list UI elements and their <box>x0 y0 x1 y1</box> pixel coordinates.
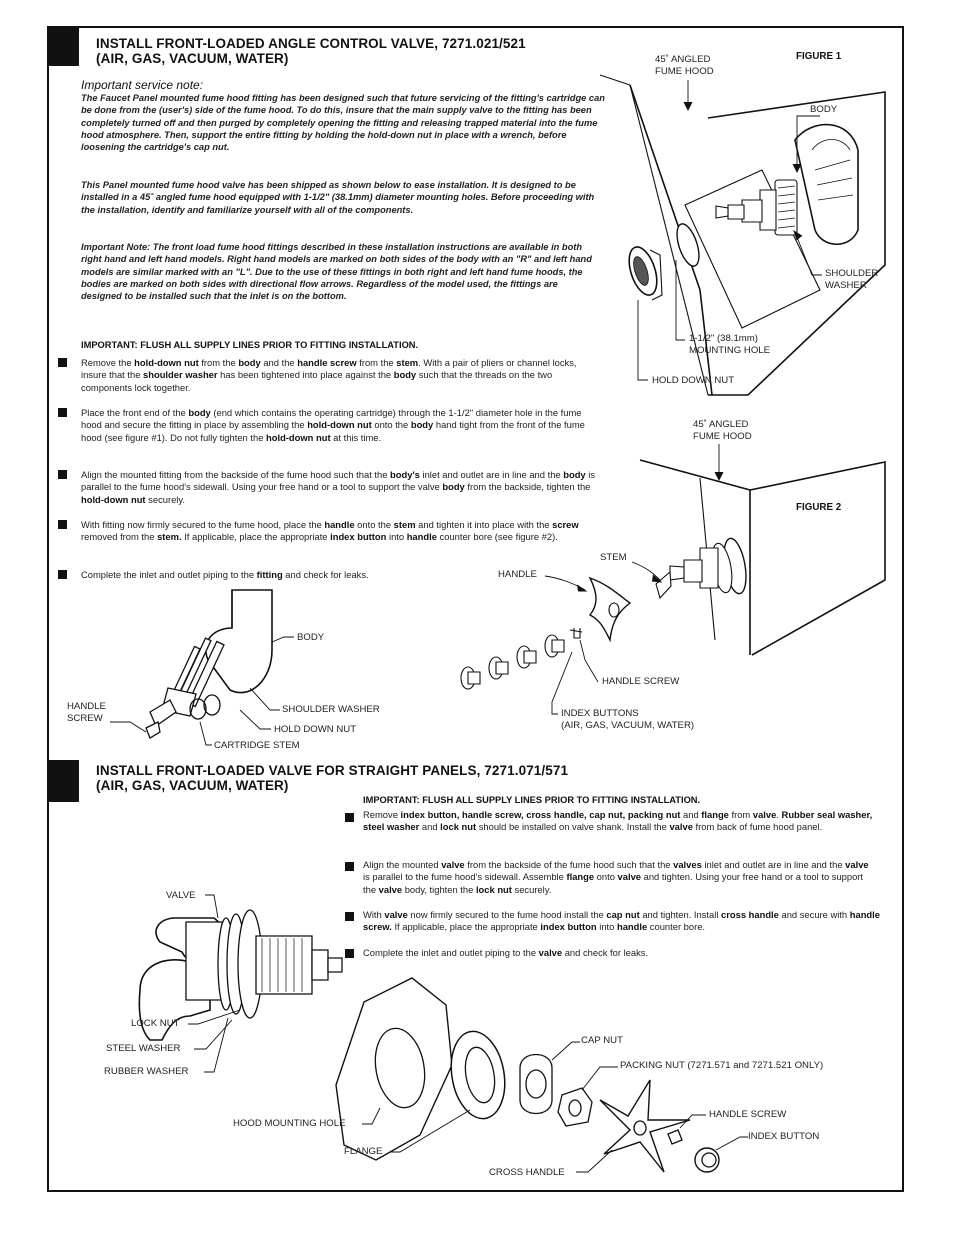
step-keyword: valve <box>538 947 563 958</box>
step-bullet <box>345 862 354 871</box>
figure2-tag: FIGURE 2 <box>796 502 842 513</box>
step-keyword: valve <box>441 859 465 870</box>
step-keyword: hold-down nut <box>307 419 372 431</box>
step-text: Place the front end of the <box>81 407 189 418</box>
step-text: counter bore (see figure #2). <box>436 531 558 543</box>
step-keyword: handle <box>324 519 355 530</box>
step-keyword: lock nut <box>475 883 512 895</box>
section2-step-3 <box>363 909 895 934</box>
step-text: counter bore. <box>647 921 706 933</box>
step-keyword: body's <box>390 469 420 480</box>
step-keyword: handle <box>406 531 437 543</box>
step-text: With fitting now firmly secured to the fume hood, place the <box>81 519 325 530</box>
step-text: inlet and outlet are in line and the <box>419 469 564 480</box>
step-keyword: index button <box>540 921 597 933</box>
step-keyword: body <box>442 481 465 493</box>
fig1-hold-down-nut-label: HOLD DOWN NUT <box>652 375 735 386</box>
section1-flush-warning: IMPORTANT: FLUSH ALL SUPPLY LINES PRIOR TO FITTING INSTALLATION. <box>81 340 419 350</box>
step-keyword: stem <box>393 519 416 530</box>
step-keyword: shoulder washer <box>143 369 218 381</box>
section2-step-4 <box>363 947 883 959</box>
step-text: securely. <box>145 493 185 505</box>
step-bullet <box>345 912 354 921</box>
step-keyword: valves <box>673 859 702 870</box>
step-text: Complete the inlet and outlet piping to the <box>363 947 539 958</box>
step-keyword: handle <box>616 921 648 933</box>
fig3-body-label: BODY <box>297 632 325 643</box>
step-text: from the backside, tighten the <box>464 481 591 493</box>
section1-title-line2: (AIR, GAS, VACUUM, WATER) <box>96 51 289 66</box>
step-text: from the backside of the fume hood such that the <box>464 859 674 870</box>
step-text: from the <box>356 357 397 368</box>
step-keyword: flange <box>566 871 595 883</box>
step-text: from <box>728 809 753 820</box>
step-text: and check for leaks. <box>282 569 369 580</box>
step-keyword: valve <box>669 821 693 833</box>
step-keyword: stem. <box>157 531 182 543</box>
step-text: . With a pair of pliers or channel locks, insure that the <box>81 357 577 381</box>
step-keyword: cap nut <box>606 909 640 920</box>
step-text: (end which contains the operating cartridge) through the 1-1/2" diameter hole in the fume hood and secure the fitting in place by assembling the <box>81 407 582 431</box>
step-text: Remove <box>363 809 401 820</box>
step-text: With <box>363 909 385 920</box>
step-text: into <box>386 531 407 543</box>
fig1-hood-label: 45˚ ANGLED FUME HOOD <box>655 54 714 77</box>
step-text: at this time. <box>330 431 382 443</box>
fig4-hood-mounting-hole-label: HOOD MOUNTING HOLE <box>233 1118 346 1129</box>
step-text: and <box>419 821 441 833</box>
step-text: body, tighten the <box>402 883 476 895</box>
step-text: into <box>596 921 617 933</box>
fig1-mounting-hole-label: 1-1/2" (38.1mm) MOUNTING HOLE <box>689 333 771 356</box>
step-text: inlet and outlet are in line and the <box>701 859 846 870</box>
service-note-para2: This Panel mounted fume hood valve has been shipped as shown below to ease installation. It is designed to be installed in a 45˚ angled fume hood equipped with 1-1/2" (38.1mm) diameter mounting holes. Before proceeding with the installation, identify and familiarize yourself with all of the components. <box>81 180 595 215</box>
step-keyword: flange <box>701 809 729 820</box>
step-keyword: lock nut <box>440 821 477 833</box>
step-keyword: body <box>393 369 417 381</box>
fig1-body-label: BODY <box>810 104 838 115</box>
section2-title <box>96 763 568 793</box>
step-text: Complete the inlet and outlet piping to the <box>81 569 257 580</box>
fig4-cap-nut-label: CAP NUT <box>581 1035 623 1046</box>
step-keyword: hold-down nut <box>266 431 331 443</box>
step-bullet <box>345 813 354 822</box>
section1-title-line1: INSTALL FRONT-LOADED ANGLE CONTROL VALVE, 7271.021/521 <box>96 36 526 51</box>
step-text: hand tight from the front of the fume hood (see figure #1). Do not fully tighten the <box>81 419 585 443</box>
fig2-hood-label: 45˚ ANGLED FUME HOOD <box>693 419 752 442</box>
fig4-steel-washer-label: STEEL WASHER <box>106 1043 181 1054</box>
step-text: onto the <box>354 519 394 530</box>
step-keyword: index button <box>330 531 387 543</box>
fig2-handle-screw-label: HANDLE SCREW <box>602 676 680 687</box>
step-keyword: valve <box>384 909 408 920</box>
step-text: should be installed on valve shank. Install the <box>476 821 670 833</box>
step-text: now firmly secured to the fume hood install the <box>407 909 607 920</box>
step-text: Align the mounted <box>363 859 442 870</box>
step-keyword: handle screw. <box>363 909 880 933</box>
step-keyword: index button, handle screw, cross handle, cap nut, packing nut <box>400 809 681 820</box>
fig4-packing-nut-label: PACKING NUT (7271.571 and 7271.521 ONLY) <box>620 1060 824 1071</box>
fig4-lock-nut-label: LOCK NUT <box>131 1018 180 1029</box>
fig4-valve-label: VALVE <box>166 890 196 901</box>
step-text: If applicable, place the appropriate <box>391 921 541 933</box>
fig1-shoulder-washer-label: SHOULDER WASHER <box>825 268 879 291</box>
step-keyword: body <box>188 407 211 418</box>
service-note-heading: Important service note: <box>81 78 204 92</box>
step-keyword: fitting <box>256 569 283 580</box>
section2-step-2 <box>363 859 875 896</box>
step-keyword: valve <box>378 883 403 895</box>
step-text: securely. <box>511 883 552 895</box>
fig3-cartridge-stem-label: CARTRIDGE STEM <box>214 740 300 751</box>
step-text: and tighten. Using your free hand or a tool to support the <box>363 871 864 895</box>
fig4-flange-label: FLANGE <box>344 1146 383 1157</box>
step-text: from the <box>198 357 239 368</box>
step-text: is parallel to the fume hood's sidewall. Using your free hand or a tool to support the valve <box>81 469 596 493</box>
step-text: onto the <box>371 419 411 431</box>
section2-flush-warning: IMPORTANT: FLUSH ALL SUPPLY LINES PRIOR TO FITTING INSTALLATION. <box>363 795 701 805</box>
fig4-index-button-label: INDEX BUTTON <box>748 1131 820 1142</box>
section2-step-1 <box>363 809 893 834</box>
fig3-handle-screw-label: HANDLE SCREW <box>67 701 106 724</box>
step-keyword: Rubber seal washer, steel washer <box>363 809 873 833</box>
step-text: from back of fume hood panel. <box>692 821 823 833</box>
step-keyword: hold-down nut <box>81 493 146 505</box>
step-text: and check for leaks. <box>562 947 649 958</box>
figure1-tag: FIGURE 1 <box>796 51 842 62</box>
step-text: removed from the <box>81 531 158 543</box>
step-text: onto <box>594 871 618 883</box>
step-text: such that the threads on the two components lock together. <box>81 369 553 393</box>
step-text: Remove the <box>81 357 135 368</box>
step-keyword: valve <box>845 859 869 870</box>
fig2-stem-label: STEM <box>600 552 627 563</box>
step-keyword: cross handle <box>721 909 779 920</box>
fig4-cross-handle-label: CROSS HANDLE <box>489 1167 565 1178</box>
step-text: and the <box>260 357 298 368</box>
fig4-handle-screw-label: HANDLE SCREW <box>709 1109 787 1120</box>
service-note-para3: Important Note: The front load fume hood fittings described in these installation instructions are available in both right hand and left hand models. Right hand models are marked on both sides of the body with an "R" and left hand models are similar marked with an "L". Due to the use of these fittings in both right and left hand fume hoods, the bodies are marked on both sides with directional flow arrows. Regardless of the model used, the fittings are designed to be installed such that the inlet is on the bottom. <box>81 242 592 302</box>
step-keyword: body <box>563 469 586 480</box>
step-keyword: body <box>238 357 261 368</box>
step-keyword: hold-down nut <box>134 357 199 368</box>
section2-marker <box>49 760 79 802</box>
step-keyword: stem <box>396 357 419 368</box>
fig3-shoulder-washer-label: SHOULDER WASHER <box>282 704 380 715</box>
step-text: is parallel to the fume hood's sidewall. Assemble <box>363 871 567 883</box>
step-text: Align the mounted fitting from the backside of the fume hood such that the <box>81 469 391 480</box>
step-text: . <box>776 809 782 820</box>
step-keyword: valve <box>617 871 642 883</box>
step-keyword: handle screw <box>297 357 357 368</box>
step-text: and tighten it into place with the <box>415 519 553 530</box>
fig2-handle-label: HANDLE <box>498 569 537 580</box>
section2-title-line2: (AIR, GAS, VACUUM, WATER) <box>96 778 289 793</box>
fig2-index-buttons-label: INDEX BUTTONS (AIR, GAS, VACUUM, WATER) <box>561 708 695 731</box>
fig3-hold-down-nut-label: HOLD DOWN NUT <box>274 724 357 735</box>
step-keyword: valve <box>752 809 777 820</box>
step-text: and <box>680 809 702 820</box>
step-keyword: screw <box>552 519 579 530</box>
section2-title-line1: INSTALL FRONT-LOADED VALVE FOR STRAIGHT PANELS, 7271.071/571 <box>96 763 569 778</box>
step-bullet <box>345 949 354 958</box>
fig4-rubber-washer-label: RUBBER WASHER <box>104 1066 189 1077</box>
step-text: has been tightened into place against the <box>217 369 394 381</box>
step-text: If applicable, place the appropriate <box>181 531 331 543</box>
step-keyword: body <box>410 419 434 431</box>
step-text: and tighten. Install <box>639 909 722 920</box>
service-note-para1: The Faucet Panel mounted fume hood fitting has been designed such that future servicing of the fitting's cartridge can be done from the (user's) side of the fume hood. To do this, insure that the main supply valve to the fitting has been completely turned off and then purged by completely opening the fitting and releasing trapped material into the fume hood atmosphere. Then, support the entire fitting by holding the hold-down nut in place with a wrench, before loosening the cartridge's cap nut. <box>81 93 605 153</box>
step-text: and secure with <box>778 909 850 920</box>
